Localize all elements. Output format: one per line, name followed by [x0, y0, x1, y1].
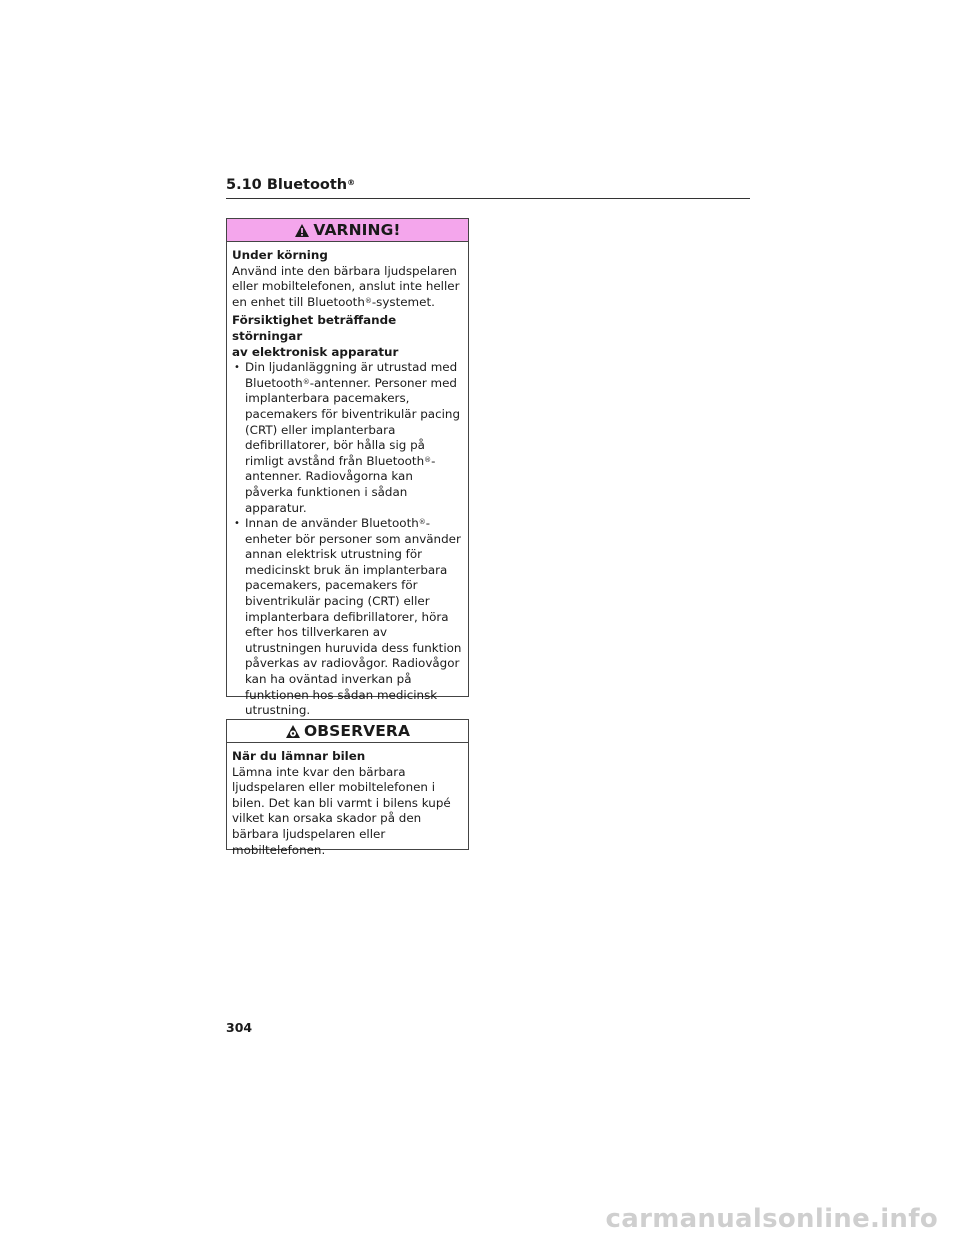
- section-title: Bluetooth: [266, 177, 348, 193]
- section-header: [226, 176, 750, 199]
- warning-box: [226, 218, 469, 718]
- notice-label: OBSERVERA: [303, 722, 411, 740]
- warning-label: VARNING!: [313, 221, 401, 239]
- page-number: 304: [226, 1020, 253, 1035]
- registered-mark: ®: [347, 178, 356, 187]
- watermark: carmanualsonline.info: [605, 1204, 938, 1234]
- warning-paragraph-driving: Använd inte den bärbara ljudspelaren eller mobiltelefonen, anslut inte heller en enhet till Bluetooth®-systemet.: [232, 263, 460, 309]
- warning-bullet-list: [232, 360, 462, 719]
- caution-icon: [285, 724, 301, 739]
- section-number: 5.10: [226, 177, 262, 193]
- list-item: • Innan de använder Bluetooth®-enheter bör personer som använder annan elektrisk utrustning för medicinskt bruk än implanterbara pacemakers, pacemakers för biventrikulär pacing (CRT) eller implanterbara defibrillatorer, höra efter hos tillverkaren av utrustningen huruvida dess funktion påverkas av radiovågor. Radiovågor kan ha oväntad inverkan på funktionen hos sådan medicinsk utrustning.: [232, 516, 462, 719]
- list-item: • Din ljudanläggning är utrustad med Bluetooth®-antenner. Personer med implanterbara pacemakers, pacemakers för biventrikulär pacing (CRT) eller implanterbara defibrillatorer, bör hålla sig på rimligt avstånd från Bluetooth®-antenner. Radiovågorna kan påverka funktionen i sådan apparatur.: [232, 360, 462, 516]
- notice-subheading: När du lämnar bilen: [232, 749, 366, 763]
- notice-paragraph: Lämna inte kvar den bärbara ljudspelaren eller mobiltelefonen i bilen. Det kan bli varmt i bilens kupé vilket kan orsaka skador på den bärbara ljudspelaren eller mobiltelefonen.: [232, 764, 451, 857]
- warning-subheading-driving: Under körning: [232, 248, 328, 262]
- warning-triangle-icon: [294, 223, 310, 238]
- warning-subheading-interference: Försiktighet beträffande störningar av elektronisk apparatur: [232, 313, 399, 359]
- warning-box-header: [227, 219, 468, 242]
- notice-box-header: [227, 720, 468, 743]
- warning-body: [227, 242, 468, 719]
- notice-box: [226, 719, 469, 857]
- notice-body: [227, 743, 468, 858]
